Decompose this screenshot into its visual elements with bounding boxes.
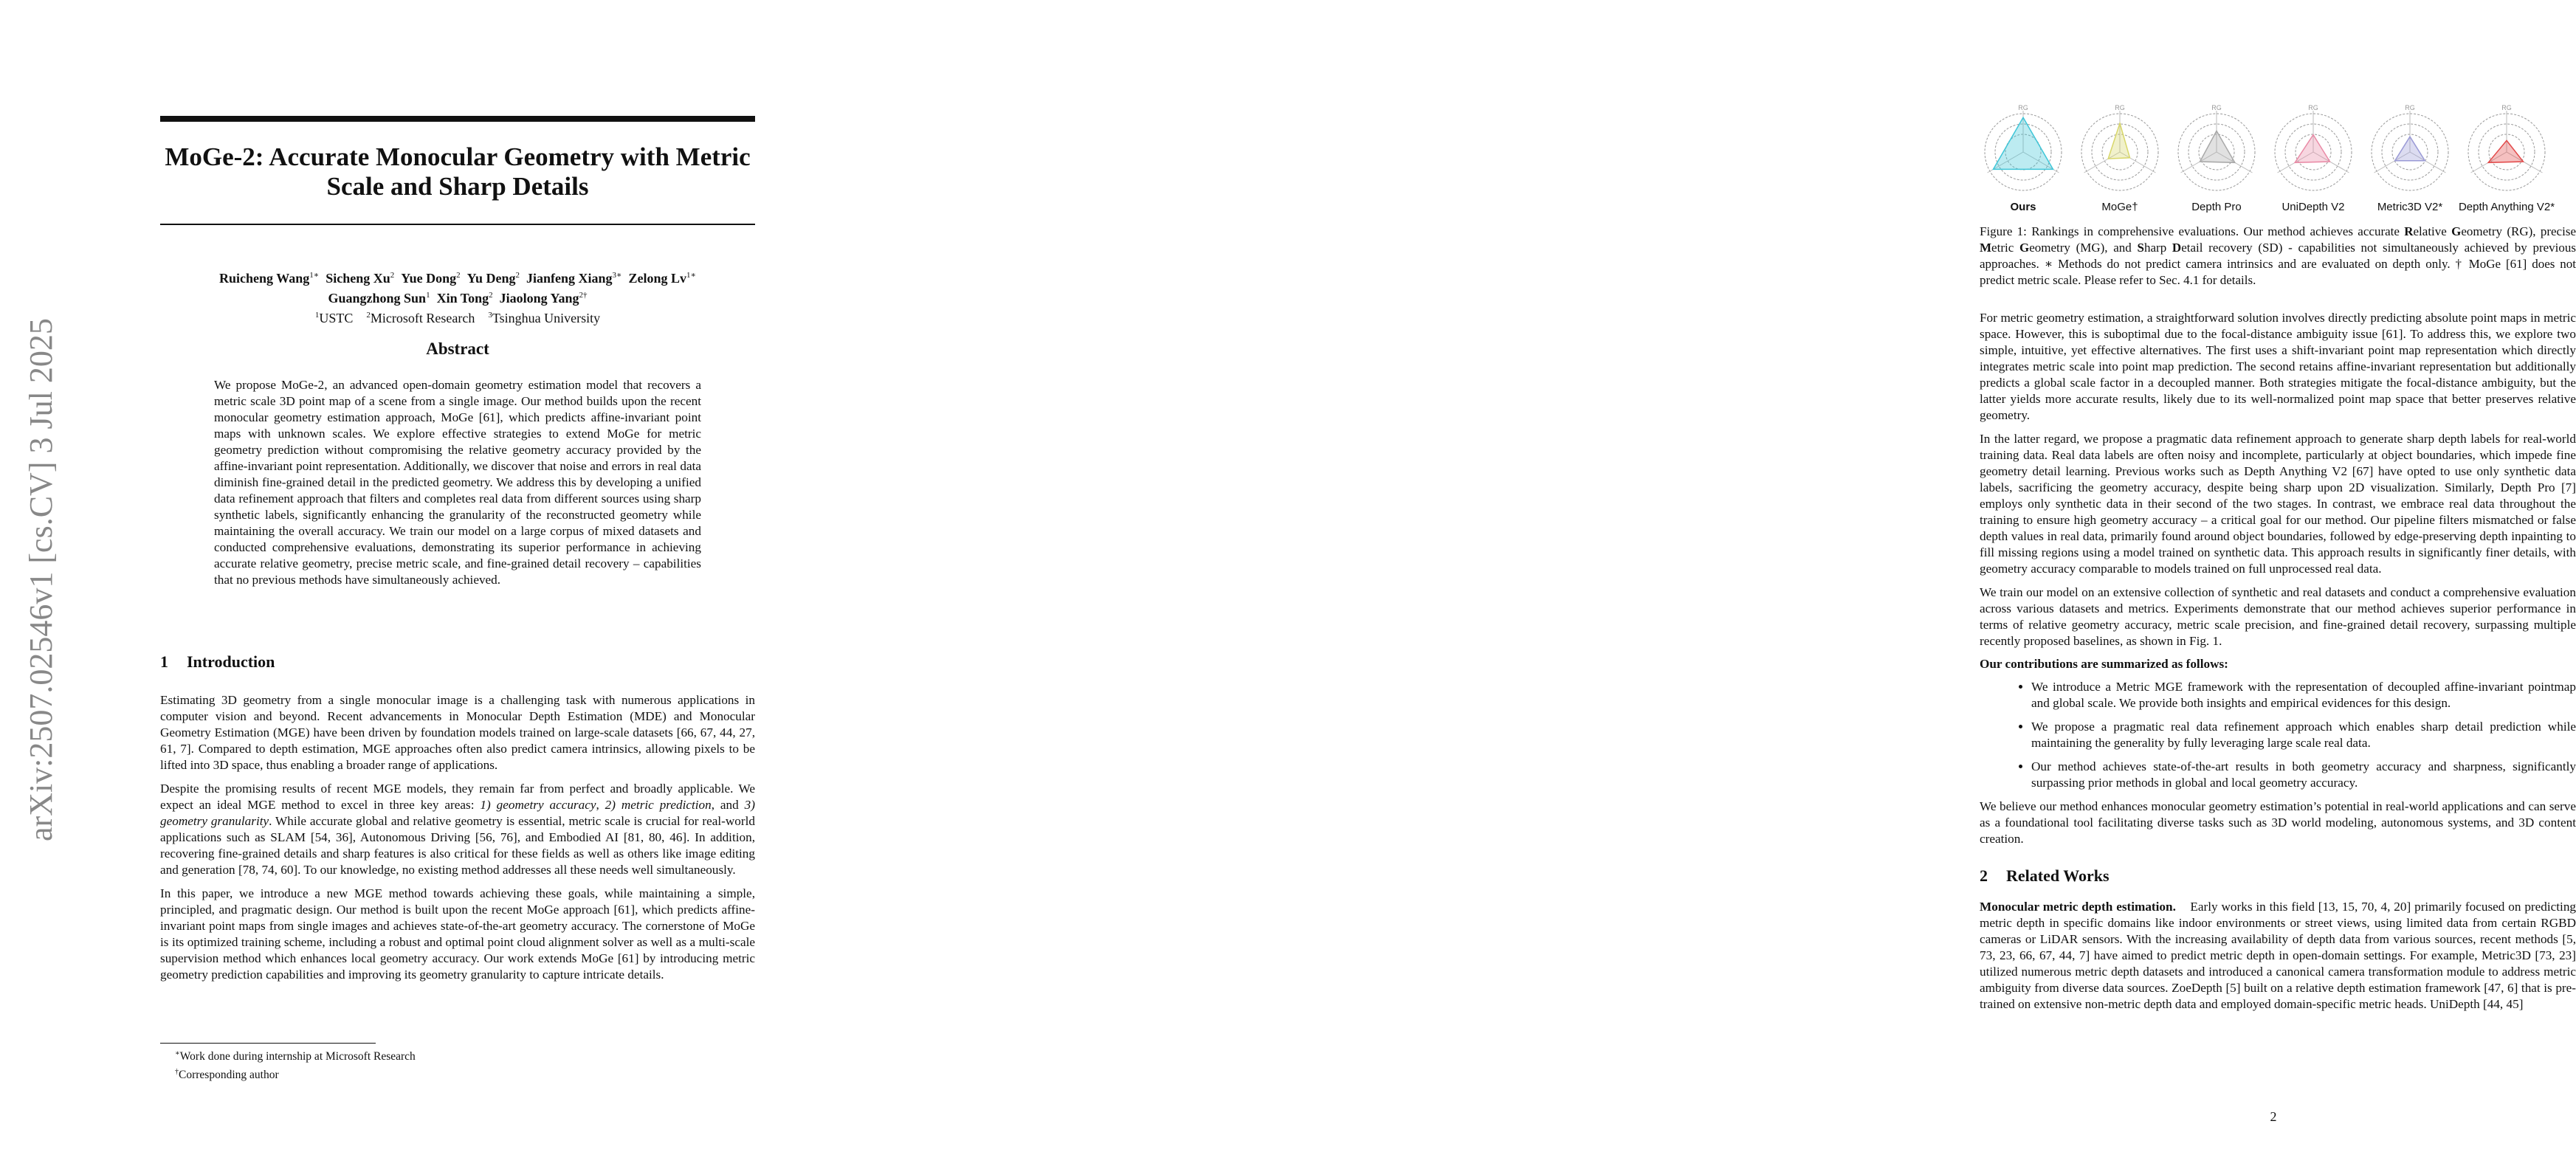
text-run: etric — [1991, 241, 2019, 255]
bold-letter: G — [2451, 224, 2462, 238]
title-top-rule — [160, 116, 755, 122]
author-name: Jianfeng Xiang — [526, 271, 613, 286]
text-run: , — [596, 798, 605, 812]
body-paragraph: In the latter regard, we propose a pragmatic data refinement approach to generate sharp depth labels for real-world training data. Real data labels are often noisy and incomplete, particularly at object boundaries, which impede fine geometry detail learning. Previous works such as Depth Anything V2 [67] have opted to use only synthetic data labels, sacrificing the geometry accuracy, despite being sharp upon 2D visualization. Similarly, Depth Pro [7] employs only synthetic data in their second of the two stages. In contrast, we embrace real data throughout the training to ensure high geometry accuracy – a critical goal for our method. Our pipeline filters mismatched or false depth values in real data, primarily found around object boundaries, followed by edge-preserving depth inpainting to fill missing regions using a model trained on synthetic data. This approach results in significantly finer details, with geometry accuracy comparable to models trained on full unprocessed real data. — [1980, 432, 2576, 576]
affiliation-mark: 3 — [488, 311, 492, 320]
author-name: Zelong Lv — [628, 271, 686, 286]
bold-letter: D — [2172, 241, 2182, 255]
radar-plot — [2267, 103, 2359, 195]
radar-axis-label: RG — [2405, 104, 2415, 111]
footnote — [175, 1046, 618, 1064]
bold-letter: G — [2019, 241, 2030, 255]
radar-axis-label: RG — [2018, 104, 2028, 111]
abstract-text: We propose MoGe-2, an advanced open-domain geometry estimation model that recovers a metric scale 3D point map of a scene from a single image. Our method builds upon the recent monocular geometry estimation approach, MoGe [61], which predicts affine-invariant point maps with unknown scales. We explore effective strategies to extend MoGe for metric geometry prediction without compromising the relative geometry accuracy provided by the affine-invariant point representation. Additionally, we discover that noise and errors in real data diminish fine-grained detail in the predicted geometry. We address this by developing a unified data refinement approach that filters and completes real data from different sources using sharp synthetic labels, significantly enhancing the granularity of the reconstructed geometry while maintaining the overall accuracy. We train our model on a large corpus of mixed datasets and conducted comprehensive evaluations, demonstrating its superior performance in achieving accurate relative geometry, precise metric scale, and fine-grained detail recovery – capabilities that no previous methods have simultaneously achieved. — [214, 378, 701, 587]
radar-axis-label: RG — [2211, 104, 2222, 111]
figure-1-radar-charts — [1977, 103, 2575, 221]
body-paragraph — [1980, 899, 2576, 1013]
footnote-mark: ∗ — [175, 1049, 180, 1058]
body-paragraph: For metric geometry estimation, a straightforward solution involves directly predicting absolute point maps in metric space. However, this is suboptimal due to the focal-distance ambiguity issue [61]. To address this, we explore two simple, intuitive, yet effective alternatives. The first uses a shift-invariant point map representation which directly integrates metric scale into point map prediction. The second retains affine-invariant representation but additionally predicts a global scale factor in a decoupled manner. Both strategies mitigate the focal-distance ambiguity, but the latter yields more accurate results, likely due to its well-normalized point map space that better preserves relative geometry. — [1980, 311, 2576, 422]
author-block — [160, 267, 755, 327]
section-heading-introduction — [160, 652, 275, 672]
text-run: Despite the promising results of recent MGE models, they remain far from perfect and broadly applicable. We expect an ideal MGE method to excel in three key areas: — [160, 782, 755, 812]
author-name: Yu Deng — [466, 271, 516, 286]
author-affiliation-mark: 1∗ — [686, 271, 696, 280]
author-name: Ruicheng Wang — [219, 271, 310, 286]
affiliation-name: Microsoft Research — [370, 311, 475, 325]
section-heading-related-works — [1980, 866, 2576, 886]
title-bottom-rule — [160, 224, 755, 225]
text-run: , and — [711, 798, 745, 812]
radar-area — [2200, 131, 2235, 162]
left-page — [0, 0, 903, 1169]
radar-area — [2395, 137, 2425, 161]
footnote-mark: † — [175, 1068, 179, 1077]
list-item: • Our method achieves state-of-the-art results in both geometry accuracy and sharpness, significantly surpassing prior methods in global and local geometry accuracy. — [2031, 759, 2576, 791]
radar-area — [2108, 123, 2129, 159]
author-name: Guangzhong Sun — [328, 291, 427, 306]
italic-run: 1) geometry accuracy — [480, 798, 596, 812]
page-number: 2 — [2270, 1109, 2277, 1124]
footnote-text: Corresponding author — [179, 1069, 279, 1082]
text-run: eometry (RG), precise — [2461, 224, 2576, 238]
radar-area — [2295, 135, 2329, 163]
contributions-list — [1980, 679, 2576, 791]
affiliations — [160, 307, 755, 327]
affiliation-mark: 1 — [314, 311, 320, 320]
right-page — [903, 0, 2576, 1169]
radar-method-label: MoGe† — [2101, 201, 2138, 213]
author-affiliation-mark: 1 — [426, 291, 430, 300]
author-affiliation-mark: 2 — [489, 291, 493, 300]
author-name: Sicheng Xu — [326, 271, 390, 286]
abstract-heading: Abstract — [426, 339, 489, 358]
body-paragraph: We believe our method enhances monocular geometry estimation’s potential in real-world applications and can serve as a foundational tool facilitating diverse tasks such as 3D world modeling, autonomous systems, and 3D content creation. — [1980, 799, 2576, 846]
title-line-1: MoGe-2: Accurate Monocular Geometry with Metric — [165, 142, 751, 171]
paragraph-heading: Monocular metric depth estimation. — [1980, 900, 2176, 914]
author-name: Yue Dong — [401, 271, 457, 286]
radar-axis-label: RG — [2115, 104, 2125, 111]
radar-method-label: UniDepth V2 — [2281, 201, 2345, 213]
footnotes — [175, 1046, 618, 1083]
author-affiliation-mark: 3∗ — [612, 271, 622, 280]
bold-letter: R — [2404, 224, 2414, 238]
radar-plot — [2074, 103, 2166, 195]
body-paragraph: We train our model on an extensive collection of synthetic and real datasets and conduct a comprehensive evaluation across various datasets and metrics. Experiments demonstrate that our method achieves superior performance in terms of relative geometry accuracy, metric scale precision, and fine-grained detail recovery, surpassing multiple recently proposed baselines, as shown in Fig. 1. — [1980, 585, 2576, 648]
text-run: eometry (MG), and — [2029, 241, 2138, 255]
text-run: harp — [2143, 241, 2172, 255]
radar-area — [2488, 140, 2523, 162]
radar-plot — [2171, 103, 2262, 195]
bold-letter: S — [2137, 241, 2144, 255]
radar-area — [1994, 117, 2053, 169]
figure-1-caption — [1980, 224, 2576, 289]
affiliation-name: Tsinghua University — [492, 311, 601, 325]
radar-method-label: Metric3D V2* — [2377, 201, 2443, 213]
text-run: . While accurate global and relative geometry is essential, metric scale is crucial for real-world applications such as SLAM [54, 36], Autonomous Driving [56, 76], and Embodied AI [81, 80, 46]. In addition, recovering fine-grained details and sharp features is also critical for these fields as well as others like image editing and generation [78, 74, 60]. To our knowledge, no existing method addresses all these needs well simultaneously. — [160, 814, 755, 877]
title-line-2: Scale and Sharp Details — [326, 172, 589, 201]
affiliation-mark: 2 — [366, 311, 371, 320]
text-run: elative — [2413, 224, 2452, 238]
footnote-text: Work done during internship at Microsoft Research — [179, 1050, 416, 1063]
list-item: • We introduce a Metric MGE framework with the representation of decoupled affine-invariant pointmap and global scale. We provide both insights and empirical evidences for this design. — [2031, 679, 2576, 711]
section-number: 1 — [160, 652, 168, 671]
radar-plot — [1977, 103, 2069, 195]
section-number: 2 — [1980, 866, 1988, 885]
author-affiliation-mark: 2 — [456, 271, 461, 280]
author-affiliation-mark: 2 — [390, 271, 395, 280]
paper-title — [160, 142, 755, 201]
author-name: Xin Tong — [436, 291, 489, 306]
radar-chart — [2171, 103, 2262, 214]
radar-chart — [2364, 103, 2456, 214]
radar-chart — [1977, 103, 2069, 214]
contributions-heading: Our contributions are summarized as follows: — [1980, 657, 2228, 671]
radar-method-label: Ours — [2010, 201, 2036, 213]
bold-letter: M — [1980, 241, 1992, 255]
footnote — [175, 1064, 618, 1083]
radar-method-label: Depth Anything V2* — [2458, 201, 2555, 213]
author-name: Jiaolong Yang — [499, 291, 579, 306]
arxiv-identifier[interactable]: arXiv:2507.02546v1 [cs.CV] 3 Jul 2025 — [23, 318, 59, 841]
radar-axis-label: RG — [2501, 104, 2512, 111]
text-run: Figure 1: Rankings in comprehensive evaluations. Our method achieves accurate — [1980, 224, 2405, 238]
intro-paragraph-2 — [160, 781, 755, 878]
radar-chart — [2458, 103, 2555, 214]
text-run: etail recovery (SD) - capabilities not simultaneously achieved by previous approaches. ∗ Methods do not predict camera intrinsics and are evaluated on depth only. † MoGe [61] does not predict metric scale. Please refer to Sec. 4.1 for details. — [1980, 241, 2576, 287]
author-line-2 — [160, 287, 755, 307]
radar-axis-label: RG — [2308, 104, 2318, 111]
author-affiliation-mark: 2 — [515, 271, 520, 280]
radar-plot — [2461, 103, 2552, 195]
author-line-1 — [160, 267, 755, 287]
radar-method-label: Depth Pro — [2191, 201, 2242, 213]
italic-run: 2) metric prediction — [605, 798, 712, 812]
footnote-rule — [160, 1043, 376, 1044]
author-affiliation-mark: 2† — [579, 291, 588, 300]
affiliation-name: USTC — [319, 311, 354, 325]
italic-run: 3) geometry granularity — [160, 798, 755, 828]
radar-chart — [2074, 103, 2166, 214]
intro-paragraph-3: In this paper, we introduce a new MGE method towards achieving these goals, while maintaining a simple, principled, and pragmatic design. Our method is built upon the recent MoGe approach [61], which predicts affine-invariant point maps from single images and achieves state-of-the-art geometry accuracy. The cornerstone of MoGe is its optimized training scheme, including a robust and optimal point cloud alignment solver as well as a multi-scale supervision method which enhances local geometry accuracy. Our work extends MoGe [61] by introducing metric geometry prediction capabilities and improving its geometry granularity to capture intricate details. — [160, 886, 755, 982]
text-run: Early works in this field [13, 15, 70, 4, 20] primarily focused on predicting metric depth in specific domains like indoor environments or street views, using limited data from certain RGBD cameras or LiDAR sensors. With the increasing availability of depth data from various sources, recent methods [5, 73, 23, 66, 67, 44, 7] have aimed to predict metric depth in open-domain settings. For example, Metric3D [73, 23] utilized numerous metric depth datasets and introduced a canonical camera transformation module to address metric ambiguity from diverse data sources. ZoeDepth [5] built on a relative depth estimation framework [47, 6] that is pre-trained on extensive non-metric depth data and employed domain-specific metric heads. UniDepth [44, 45] — [1980, 900, 2576, 1011]
author-affiliation-mark: 1∗ — [309, 271, 320, 280]
radar-chart — [2267, 103, 2359, 214]
section-title: Related Works — [2006, 866, 2110, 885]
section-title: Introduction — [187, 652, 275, 671]
list-item: • We propose a pragmatic real data refinement approach which enables sharp detail prediction while maintaining the generality by fully leveraging large scale real data. — [2031, 719, 2576, 751]
radar-plot — [2364, 103, 2456, 195]
right-column-body — [1980, 310, 2576, 1020]
intro-paragraph-1: Estimating 3D geometry from a single monocular image is a challenging task with numerous applications in computer vision and beyond. Recent advancements in Monocular Depth Estimation (MDE) and Monocular Geometry Estimation (MGE) have been driven by foundation models trained on large-scale datasets [66, 67, 44, 27, 61, 7]. Compared to depth estimation, MGE approaches often also predict camera intrinsics, allowing pixels to be lifted into 3D space, thus enabling a broader range of applications. — [160, 693, 755, 772]
introduction-body — [160, 692, 755, 990]
